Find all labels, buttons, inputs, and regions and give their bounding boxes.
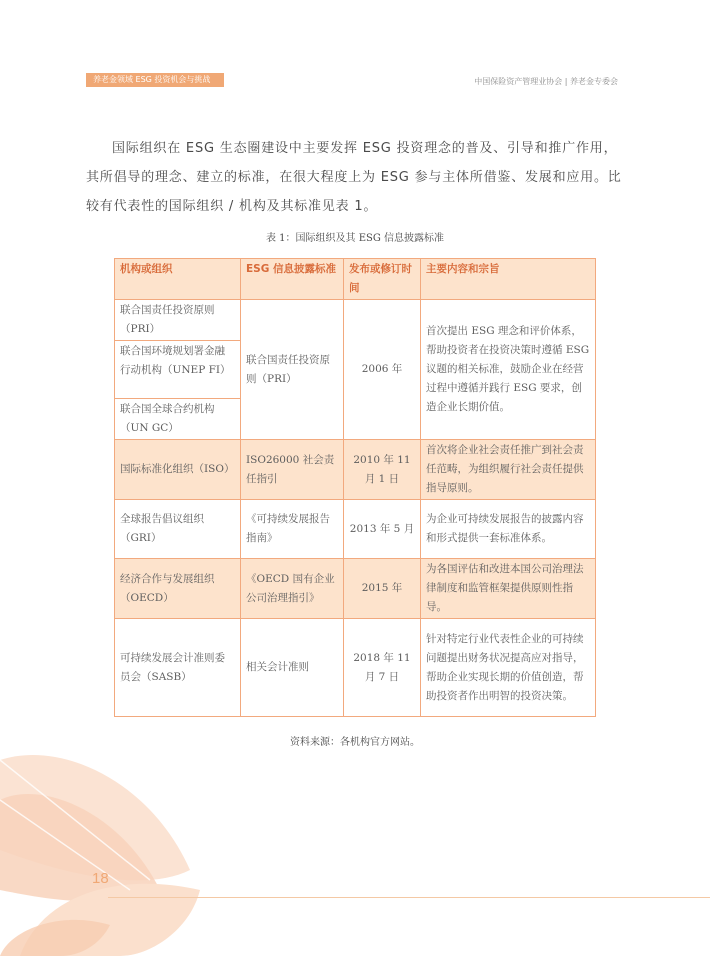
org-cell: 联合国全球合约机构（UN GC） (115, 399, 241, 440)
table-row (115, 619, 596, 717)
content-cell: 首次将企业社会责任推广到社会责任范畴，为组织履行社会责任提供指导原则。 (421, 440, 596, 500)
intro-paragraph (86, 134, 626, 221)
table-row (115, 500, 596, 559)
col-header-time: 发布或修订时间 (344, 259, 421, 300)
table-row (115, 440, 596, 500)
org-cell: 经济合作与发展组织（OECD） (115, 559, 241, 619)
org-cell: 联合国环境规划署金融行动机构（UNEP FI） (115, 341, 241, 399)
source-note: 资料来源：各机构官方网站。 (290, 737, 420, 748)
time-cell: 2015 年 (344, 559, 421, 619)
standard-cell: 相关会计准则 (241, 619, 344, 717)
content-cell: 针对特定行业代表性企业的可持续问题提出财务状况提高应对指导，帮助企业实现长期的价值创造，帮助投资者作出明智的投资决策。 (421, 619, 596, 717)
time-cell: 2006 年 (344, 300, 421, 440)
org-cell: 全球报告倡议组织（GRI） (115, 500, 241, 559)
intro-text: 国际组织在 ESG 生态圈建设中主要发挥 ESG 投资理念的普及、引导和推广作用，其所倡导的理念、建立的标准，在很大程度上为 ESG 参与主体所借鉴、发展和应用。比较有代表性的国际组织 / 机构及其标准见表 1。 (86, 141, 622, 214)
table-caption: 表 1：国际组织及其 ESG 信息披露标准 (265, 233, 445, 244)
leaf-decoration-icon (0, 740, 210, 956)
col-header-standard: ESG 信息披露标准 (241, 259, 344, 300)
standard-cell: 《OECD 国有企业公司治理指引》 (241, 559, 344, 619)
section-label: 养老金领域 ESG 投资机会与挑战 (86, 73, 224, 87)
content-cell: 首次提出 ESG 理念和评价体系，帮助投资者在投资决策时遵循 ESG 议题的相关标准，鼓励企业在经营过程中遵循并践行 ESG 要求，创造企业长期价值。 (421, 300, 596, 440)
time-cell: 2013 年 5 月 (344, 500, 421, 559)
standard-cell: 联合国责任投资原则（PRI） (241, 300, 344, 440)
col-header-org: 机构或组织 (115, 259, 241, 300)
publisher-label: 中国保险资产管理业协会 | 养老金专委会 (474, 77, 618, 86)
page-number: 18 (92, 870, 109, 887)
content-cell: 为各国评估和改进本国公司治理法律制度和监管框架提供原则性指导。 (421, 559, 596, 619)
time-cell: 2018 年 11 月 7 日 (344, 619, 421, 717)
standard-cell: 《可持续发展报告指南》 (241, 500, 344, 559)
time-cell: 2010 年 11 月 1 日 (344, 440, 421, 500)
table-header-row (115, 259, 596, 300)
table-row (115, 300, 596, 341)
org-cell: 可持续发展会计准则委员会（SASB） (115, 619, 241, 717)
col-header-content: 主要内容和宗旨 (421, 259, 596, 300)
standard-cell: ISO26000 社会责任指引 (241, 440, 344, 500)
footer-divider (108, 897, 710, 898)
table-row (115, 559, 596, 619)
content-cell: 为企业可持续发展报告的披露内容和形式提供一套标准体系。 (421, 500, 596, 559)
org-cell: 联合国责任投资原则（PRI） (115, 300, 241, 341)
esg-standards-table (114, 258, 596, 717)
org-cell: 国际标准化组织（ISO） (115, 440, 241, 500)
